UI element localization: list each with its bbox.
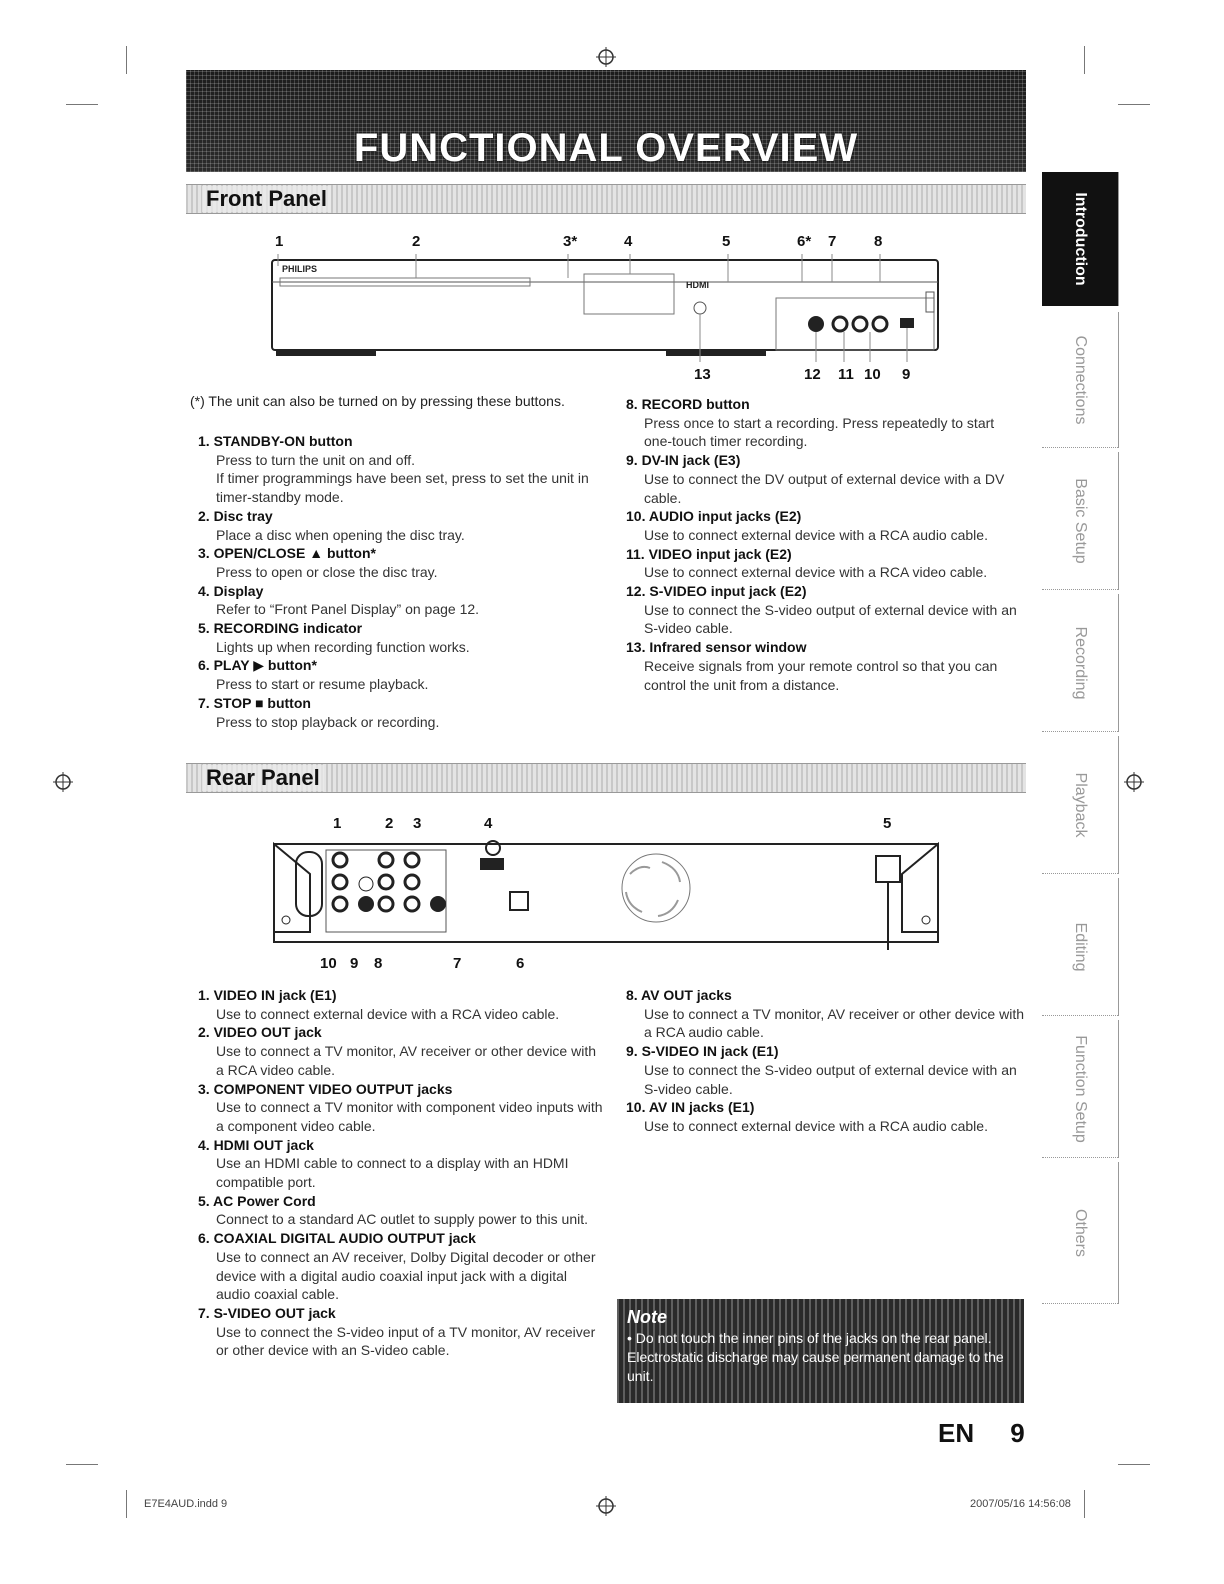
note-title: Note [627,1307,667,1327]
side-tab-basic-setup[interactable] [1042,452,1119,590]
item-description: Use to connect a TV monitor with component video inputs with a component video cable. [216,1099,603,1134]
item-description: Use to connect external device with a RCA audio cable. [644,1117,988,1134]
item-description: Use to connect the S-video output of external device with an S-video cable. [644,601,1017,637]
registration-mark-icon [1124,772,1144,792]
side-tab-function-setup[interactable] [1042,1020,1119,1158]
side-tab-divider [1042,589,1118,590]
side-tab-introduction[interactable] [1042,172,1119,306]
asterisk-note: (*) The unit can also be turned on by pressing these buttons. [190,393,565,409]
item-title: 11. VIDEO input jack (E2) [626,545,792,562]
list-item [198,986,603,1023]
item-title: 3. OPEN/CLOSE ▲ button* [198,545,376,562]
list-item [626,451,1026,507]
rear-panel-illustration [270,834,942,950]
item-description: Press to open or close the disc tray. [216,563,438,580]
item-title: 6. PLAY ▶ button* [198,657,317,674]
item-description: Use to connect a TV monitor, AV receiver or other device with a RCA video cable. [216,1043,596,1078]
side-tab-divider [1042,873,1118,874]
list-item [198,1229,603,1304]
front-panel-heading: Front Panel [202,186,331,212]
side-tab-divider [1042,1157,1118,1158]
side-tab-recording[interactable] [1042,594,1119,732]
rear-panel-heading: Rear Panel [202,765,324,791]
item-title: 5. AC Power Cord [198,1192,316,1209]
item-description: Use to connect the S-video output of external device with an S-video cable. [644,1061,1017,1097]
front-callout: 2 [412,233,421,250]
side-tab-playback[interactable] [1042,736,1119,874]
item-description: If timer programmings have been set, press to set the unit in timer-standby mode. [216,470,589,506]
rear-panel-items-left [198,986,603,1360]
rear-callout: 3 [413,815,422,832]
list-item [626,582,1026,638]
rear-callout: 7 [453,955,462,972]
rear-panel-heading-bar [186,763,1026,793]
item-title: 1. STANDBY-ON button [198,433,353,449]
crop-mark [66,104,98,105]
front-callout: 1 [275,233,284,250]
side-tab-label: Others [1072,1208,1089,1258]
registration-mark-icon [53,772,73,792]
item-description: Press to stop playback or recording. [216,713,440,730]
note-text: • Do not touch the inner pins of the jacks on the rear panel. Electrostatic discharge may cause permanent damage to the unit. [627,1330,1004,1384]
rear-callout: 2 [385,815,394,832]
item-title: 3. COMPONENT VIDEO OUTPUT jacks [198,1080,453,1097]
registration-mark-icon [596,1496,616,1516]
list-item [198,544,603,581]
list-item [198,1304,603,1360]
rear-callout: 5 [883,815,892,832]
list-item [198,1192,603,1229]
crop-mark [1118,104,1150,105]
registration-mark-icon [596,47,616,67]
crop-mark [126,1490,127,1518]
list-item [198,1080,603,1136]
device-brand: PHILIPS [282,264,318,274]
item-description: Use to connect external device with a RCA video cable. [216,1005,560,1022]
side-tab-others[interactable] [1042,1162,1119,1304]
front-panel-illustration [266,252,942,362]
side-tab-divider [1042,731,1118,732]
rear-panel-items-right [626,986,1026,1136]
list-item [626,638,1026,694]
crop-mark [1118,1464,1150,1465]
item-description: Use to connect the DV output of external device with a DV cable. [644,470,1005,506]
item-description: Use to connect external device with a RCA audio cable. [644,526,988,543]
list-item [626,986,1026,1042]
side-tab-divider [1042,1303,1118,1304]
page-number: EN 9 [938,1418,1025,1448]
item-title: 5. RECORDING indicator [198,620,363,637]
page-title: FUNCTIONAL OVERVIEW [353,126,859,170]
side-tab-label: Function Setup [1072,1035,1089,1143]
side-tab-label: Connections [1072,335,1089,425]
front-callout: 7 [828,233,837,250]
item-description: Use to connect the S-video input of a TV monitor, AV receiver or other device with an S-video cable. [216,1323,596,1359]
hdmi-logo: HDMI [686,280,709,290]
item-title: 13. Infrared sensor window [626,639,807,656]
item-title: 6. COAXIAL DIGITAL AUDIO OUTPUT jack [198,1230,476,1247]
crop-mark [1084,1490,1085,1518]
item-description: Use an HDMI cable to connect to a display with an HDMI compatible port. [216,1155,569,1191]
item-description: Place a disc when opening the disc tray. [216,526,465,543]
item-description: Use to connect a TV monitor, AV receiver or other device with a RCA audio cable. [644,1005,1024,1041]
side-tab-label: Editing [1072,922,1089,972]
item-title: 12. S-VIDEO input jack (E2) [626,583,807,600]
front-callout: 6* [797,233,812,250]
item-title: 10. AV IN jacks (E1) [626,1099,755,1116]
rear-callout: 1 [333,815,342,832]
footer-filename: E7E4AUD.indd 9 [144,1498,228,1510]
list-item [198,507,603,544]
list-item [198,1136,603,1192]
item-title: 10. AUDIO input jacks (E2) [626,508,802,525]
item-title: 7. STOP ■ button [198,694,311,711]
list-item [626,1098,1026,1135]
item-description: Refer to “Front Panel Display” on page 12. [216,601,480,618]
list-item [198,619,603,656]
item-description: Press to turn the unit on and off. [216,451,415,468]
footer-timestamp: 2007/05/16 14:56:08 [970,1498,1071,1510]
item-title: 1. VIDEO IN jack (E1) [198,987,337,1003]
item-title: 8. AV OUT jacks [626,987,732,1003]
rear-callout: 9 [350,955,359,972]
front-callout: 9 [902,366,911,383]
front-callout: 4 [624,233,633,250]
item-description: Press to start or resume playback. [216,676,429,693]
rear-callout: 4 [484,815,493,832]
item-title: 8. RECORD button [626,396,750,412]
side-tab-label: Playback [1072,772,1089,838]
note-box [617,1299,1024,1403]
rear-callout: 10 [320,955,337,972]
item-title: 9. DV-IN jack (E3) [626,452,741,469]
item-description: Press once to start a recording. Press repeatedly to start one-touch timer recording. [644,414,995,450]
list-item [626,545,1026,582]
front-callout: 11 [838,366,854,383]
item-title: 2. VIDEO OUT jack [198,1024,322,1041]
side-tab-editing[interactable] [1042,878,1119,1016]
title-banner [186,70,1026,172]
item-description: Receive signals from your remote control so that you can control the unit from a distance. [644,657,998,693]
list-item [198,656,603,693]
item-description: Lights up when recording function works. [216,638,470,655]
front-panel-heading-bar [186,184,1026,214]
crop-mark [1084,46,1085,74]
front-callout: 3* [563,233,578,250]
list-item [626,1042,1026,1098]
crop-mark [126,46,127,74]
side-tab-label: Basic Setup [1072,478,1089,564]
list-item [198,694,603,731]
item-description: Connect to a standard AC outlet to supply power to this unit. [216,1211,588,1228]
list-item [626,507,1026,544]
front-callout: 13 [694,366,711,383]
front-callout: 12 [804,366,821,383]
item-title: 7. S-VIDEO OUT jack [198,1304,336,1321]
side-tab-label: Introduction [1072,192,1089,286]
item-description: Use to connect an AV receiver, Dolby Digital decoder or other device with a digital audio coaxial input jack with a digital audio coaxial cable. [216,1248,596,1303]
rear-callout: 6 [516,955,525,972]
side-tab-connections[interactable] [1042,312,1119,448]
front-callout: 10 [864,366,881,383]
item-description: Use to connect external device with a RCA video cable. [644,564,988,581]
list-item [198,582,603,619]
list-item [198,1023,603,1079]
list-item [198,432,603,507]
crop-mark [66,1464,98,1465]
item-title: 9. S-VIDEO IN jack (E1) [626,1043,779,1060]
item-title: 4. Display [198,582,264,599]
item-title: 2. Disc tray [198,507,273,524]
rear-callout: 8 [374,955,383,972]
side-tab-divider [1042,447,1118,448]
front-callout: 5 [722,233,731,250]
front-panel-items-left [198,432,603,731]
item-title: 4. HDMI OUT jack [198,1136,314,1153]
front-panel-items-right [626,395,1026,694]
side-tab-divider [1042,1015,1118,1016]
front-callout: 8 [874,233,883,250]
side-tab-label: Recording [1072,626,1089,700]
list-item [626,395,1026,451]
